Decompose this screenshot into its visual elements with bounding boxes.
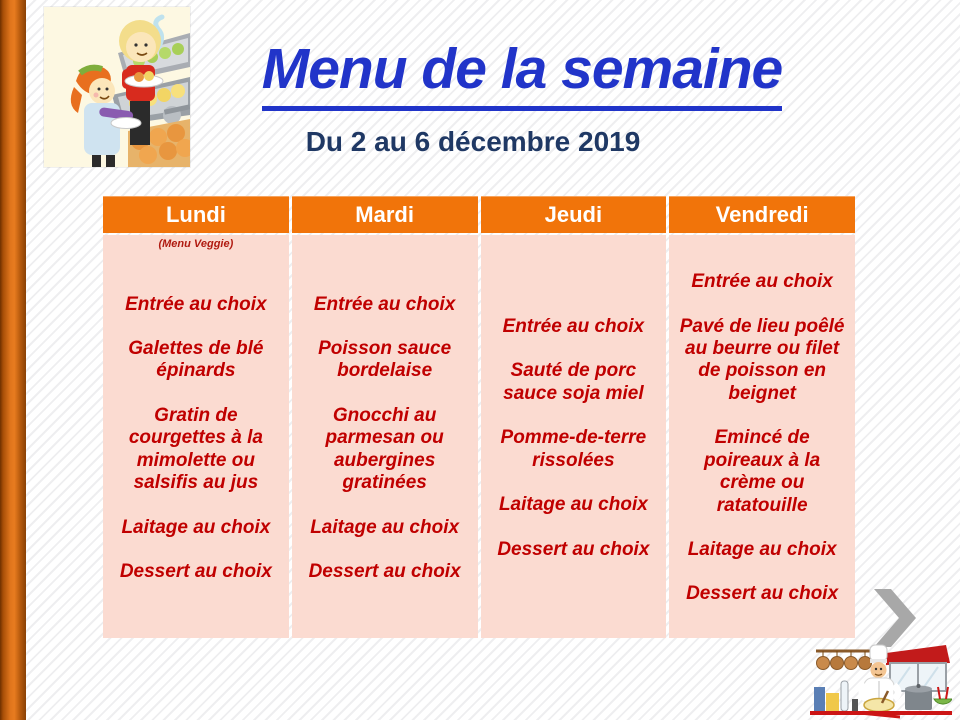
kids-cafeteria-image	[44, 7, 190, 167]
next-chevron-icon[interactable]	[874, 589, 916, 647]
day-header-lundi	[103, 196, 289, 233]
chef-cooking-image	[810, 641, 952, 719]
menu-item: Sauté de porc sauce soja miel	[503, 360, 644, 404]
menu-item: Dessert au choix	[119, 560, 272, 582]
menu-item: Entrée au choix	[313, 293, 456, 315]
menu-item: Laitage au choix	[498, 494, 648, 516]
date-subtitle: Du 2 au 6 décembre 2019	[305, 126, 641, 157]
menu-item: Laitage au choix	[310, 516, 460, 538]
day-header-jeudi	[481, 196, 667, 233]
menu-item: Dessert au choix	[497, 538, 650, 560]
menu-cell-vendredi	[669, 235, 855, 638]
menu-item: Poisson sauce bordelaise	[318, 338, 452, 382]
menu-item: Dessert au choix	[308, 560, 461, 582]
menu-item: Gnocchi au parmesan ou aubergines gratinées	[325, 404, 444, 494]
menu-item: Emincé de poireaux à la crème ou ratatouille	[704, 427, 821, 516]
page-title	[212, 36, 832, 111]
menu-cell-mardi	[292, 235, 478, 638]
menu-item: Entrée au choix	[691, 271, 833, 293]
left-accent-bar	[0, 0, 26, 720]
day-header-label: Jeudi	[544, 201, 603, 227]
menu-item: Laitage au choix	[121, 516, 271, 538]
menu-item: Gratin de courgettes à la mimolette ou salsifis au jus	[128, 404, 263, 494]
menu-item: Galettes de blé épinards	[128, 338, 264, 382]
menu-item: Laitage au choix	[687, 538, 837, 560]
day-header-label: Lundi	[165, 201, 226, 227]
day-header-label: Mardi	[355, 201, 414, 227]
menu-item: Dessert au choix	[686, 583, 839, 605]
menu-item: Entrée au choix	[502, 316, 645, 338]
day-header-label: Vendredi	[715, 201, 809, 227]
day-header-mardi	[292, 196, 478, 233]
page-title-text: Menu de la semaine	[262, 36, 783, 111]
menu-item: Pomme-de-terre rissolées	[500, 427, 647, 471]
menu-cell-jeudi	[481, 235, 667, 638]
menu-item: Pavé de lieu poêlé au beurre ou filet de poisson en beignet	[679, 315, 845, 404]
day-header-vendredi	[669, 196, 855, 233]
menu-table	[103, 196, 855, 638]
menu-cell-lundi	[103, 235, 289, 638]
veggie-note: (Menu Veggie)	[158, 238, 234, 250]
menu-item: Entrée au choix	[125, 293, 267, 315]
